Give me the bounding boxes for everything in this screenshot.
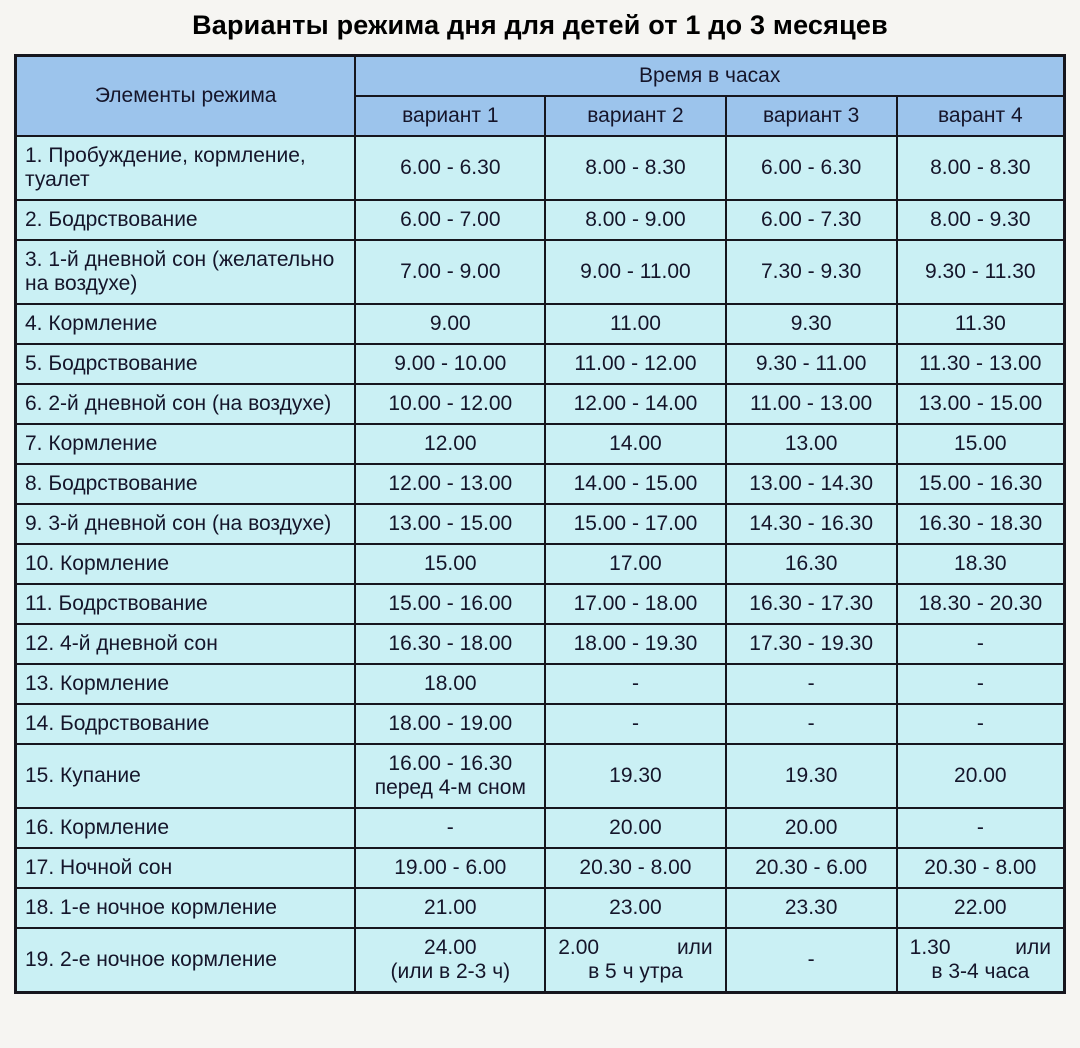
regime-element-label: 15. Купание xyxy=(16,744,356,808)
table-row xyxy=(16,624,1065,664)
time-group-header-cell: Время в часах xyxy=(355,56,1064,97)
time-cell: 20.00 xyxy=(897,744,1065,808)
table-row xyxy=(16,136,1065,200)
time-cell: 6.00 - 6.30 xyxy=(355,136,545,200)
time-cell: 20.30 - 8.00 xyxy=(897,848,1065,888)
table-row xyxy=(16,344,1065,384)
time-cell: 6.00 - 7.00 xyxy=(355,200,545,240)
table-row xyxy=(16,200,1065,240)
time-cell: 16.30 - 18.00 xyxy=(355,624,545,664)
table-row xyxy=(16,504,1065,544)
variant-2-header-cell: вариант 2 xyxy=(545,96,725,136)
regime-element-label: 16. Кормление xyxy=(16,808,356,848)
regime-element-label: 1. Пробуждение, кормление, туалет xyxy=(16,136,356,200)
time-cell: 17.30 - 19.30 xyxy=(726,624,897,664)
time-cell: 14.00 xyxy=(545,424,725,464)
regime-element-label: 19. 2-е ночное кормление xyxy=(16,928,356,993)
time-cell: 11.00 xyxy=(545,304,725,344)
time-cell: 13.00 - 15.00 xyxy=(355,504,545,544)
time-cell: 9.30 - 11.30 xyxy=(897,240,1065,304)
time-cell: 15.00 xyxy=(355,544,545,584)
time-cell: 12.00 - 13.00 xyxy=(355,464,545,504)
time-cell: 18.30 xyxy=(897,544,1065,584)
time-cell: 8.00 - 8.30 xyxy=(897,136,1065,200)
regime-element-label: 14. Бодрствование xyxy=(16,704,356,744)
time-cell: 9.00 - 11.00 xyxy=(545,240,725,304)
time-cell: 15.00 - 16.00 xyxy=(355,584,545,624)
time-cell: 2.00 или в 5 ч утра xyxy=(545,928,725,993)
time-cell: 15.00 - 16.30 xyxy=(897,464,1065,504)
table-row xyxy=(16,240,1065,304)
time-cell: 20.30 - 6.00 xyxy=(726,848,897,888)
time-cell: 23.30 xyxy=(726,888,897,928)
regime-element-label: 10. Кормление xyxy=(16,544,356,584)
time-cell: 7.30 - 9.30 xyxy=(726,240,897,304)
regime-element-label: 18. 1-е ночное кормление xyxy=(16,888,356,928)
corner-header-cell: Элементы режима xyxy=(16,56,356,137)
table-row xyxy=(16,888,1065,928)
regime-element-label: 2. Бодрствование xyxy=(16,200,356,240)
time-cell: 9.00 - 10.00 xyxy=(355,344,545,384)
variant-4-header-cell: варант 4 xyxy=(897,96,1065,136)
variant-3-header-cell: вариант 3 xyxy=(726,96,897,136)
time-cell: 16.30 xyxy=(726,544,897,584)
regime-element-label: 8. Бодрствование xyxy=(16,464,356,504)
regime-element-label: 17. Ночной сон xyxy=(16,848,356,888)
schedule-table-body xyxy=(16,136,1065,993)
time-cell: - xyxy=(726,664,897,704)
time-cell: 6.00 - 6.30 xyxy=(726,136,897,200)
time-cell: 19.00 - 6.00 xyxy=(355,848,545,888)
time-cell: 17.00 - 18.00 xyxy=(545,584,725,624)
table-header xyxy=(16,56,1065,137)
time-cell: 9.30 - 11.00 xyxy=(726,344,897,384)
time-cell: 22.00 xyxy=(897,888,1065,928)
time-cell: 8.00 - 9.30 xyxy=(897,200,1065,240)
time-cell: 12.00 - 14.00 xyxy=(545,384,725,424)
time-cell: - xyxy=(897,664,1065,704)
time-cell: 9.00 xyxy=(355,304,545,344)
time-cell: - xyxy=(726,704,897,744)
regime-element-label: 4. Кормление xyxy=(16,304,356,344)
time-cell: 17.00 xyxy=(545,544,725,584)
time-cell: 8.00 - 8.30 xyxy=(545,136,725,200)
table-row xyxy=(16,464,1065,504)
time-cell: 18.30 - 20.30 xyxy=(897,584,1065,624)
regime-element-label: 11. Бодрствование xyxy=(16,584,356,624)
table-row xyxy=(16,848,1065,888)
time-cell: 1.30 или в 3-4 часа xyxy=(897,928,1065,993)
time-cell: - xyxy=(897,704,1065,744)
table-row xyxy=(16,744,1065,808)
time-cell: 20.00 xyxy=(545,808,725,848)
time-cell: 18.00 - 19.00 xyxy=(355,704,545,744)
time-cell: 18.00 - 19.30 xyxy=(545,624,725,664)
regime-element-label: 13. Кормление xyxy=(16,664,356,704)
time-cell: - xyxy=(545,664,725,704)
time-cell: - xyxy=(897,808,1065,848)
time-cell: 6.00 - 7.30 xyxy=(726,200,897,240)
time-cell: - xyxy=(726,928,897,993)
time-cell: 19.30 xyxy=(726,744,897,808)
table-row xyxy=(16,584,1065,624)
time-cell: 20.00 xyxy=(726,808,897,848)
daily-routine-table xyxy=(14,54,1066,994)
time-cell: 16.30 - 17.30 xyxy=(726,584,897,624)
time-cell: 20.30 - 8.00 xyxy=(545,848,725,888)
time-cell: 14.30 - 16.30 xyxy=(726,504,897,544)
regime-element-label: 6. 2-й дневной сон (на воздухе) xyxy=(16,384,356,424)
regime-element-label: 12. 4-й дневной сон xyxy=(16,624,356,664)
time-cell: 14.00 - 15.00 xyxy=(545,464,725,504)
table-row xyxy=(16,544,1065,584)
time-cell: - xyxy=(545,704,725,744)
table-row xyxy=(16,928,1065,993)
time-cell: 11.00 - 12.00 xyxy=(545,344,725,384)
time-cell: 11.30 xyxy=(897,304,1065,344)
time-cell: 10.00 - 12.00 xyxy=(355,384,545,424)
table-row xyxy=(16,384,1065,424)
table-row xyxy=(16,664,1065,704)
time-cell: 9.30 xyxy=(726,304,897,344)
time-cell: 13.00 - 14.30 xyxy=(726,464,897,504)
time-cell: 7.00 - 9.00 xyxy=(355,240,545,304)
variant-1-header-cell: вариант 1 xyxy=(355,96,545,136)
regime-element-label: 9. 3-й дневной сон (на воздухе) xyxy=(16,504,356,544)
time-cell: 15.00 xyxy=(897,424,1065,464)
time-cell: 18.00 xyxy=(355,664,545,704)
time-cell: 11.00 - 13.00 xyxy=(726,384,897,424)
time-cell: 11.30 - 13.00 xyxy=(897,344,1065,384)
table-row xyxy=(16,304,1065,344)
time-cell: - xyxy=(355,808,545,848)
table-row xyxy=(16,808,1065,848)
time-cell: 21.00 xyxy=(355,888,545,928)
time-cell: 19.30 xyxy=(545,744,725,808)
table-row xyxy=(16,424,1065,464)
time-cell: 13.00 xyxy=(726,424,897,464)
header-row-group xyxy=(16,56,1065,97)
time-cell: 13.00 - 15.00 xyxy=(897,384,1065,424)
regime-element-label: 3. 1-й дневной сон (желательно на воздухе) xyxy=(16,240,356,304)
time-cell: 16.30 - 18.30 xyxy=(897,504,1065,544)
table-row xyxy=(16,704,1065,744)
time-cell: 23.00 xyxy=(545,888,725,928)
regime-element-label: 7. Кормление xyxy=(16,424,356,464)
page-title: Варианты режима дня для детей от 1 до 3 месяцев xyxy=(192,10,888,40)
time-cell: 8.00 - 9.00 xyxy=(545,200,725,240)
time-cell: 15.00 - 17.00 xyxy=(545,504,725,544)
time-cell: 12.00 xyxy=(355,424,545,464)
time-cell: 16.00 - 16.30 перед 4-м сном xyxy=(355,744,545,808)
time-cell: - xyxy=(897,624,1065,664)
time-cell: 24.00 (или в 2-3 ч) xyxy=(355,928,545,993)
regime-element-label: 5. Бодрствование xyxy=(16,344,356,384)
